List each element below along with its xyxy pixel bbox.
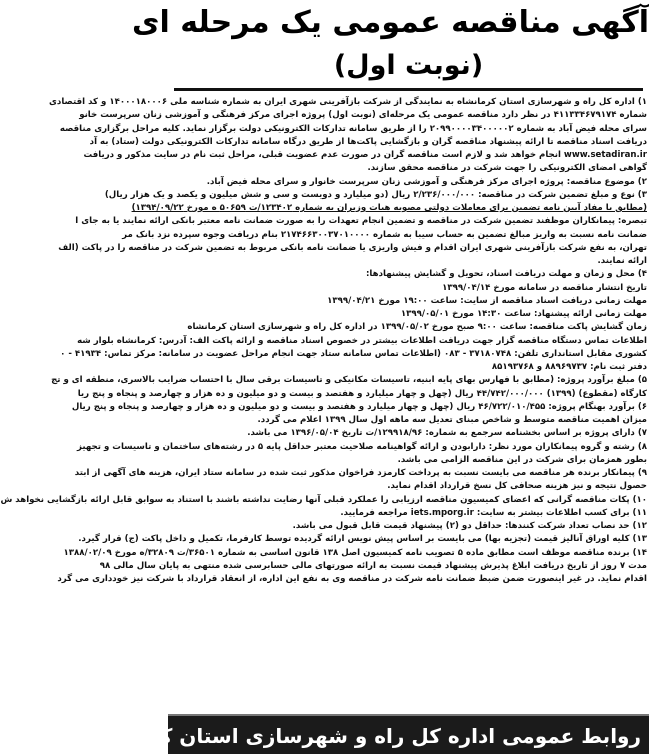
notice-line-bid-deadline: مهلت زمانی ارائه پیشنهاد: ساعت ۱۴:۳۰ مورخ ۱۳۹۹/۰۵/۰۱	[400, 309, 647, 319]
notice-line-contractor-grade: ۸) رشته و گروه پیمانکاران مورد نظر: دارابودن و ارائه گواهینامه صلاحیت معتبر حداقل پایه ۵ در رشته‌های ساختمان و تاسیسات و تجهیز	[77, 441, 647, 452]
notice-line-registration: دفتر ثبت نام: ۸۸۹۶۹۷۳۷ و ۸۵۱۹۳۷۶۸	[491, 362, 647, 372]
notice-line-publish-date: تاریخ انتشار مناقصه در سامانه مورخ ۱۳۹۹/۰۴/۱۴	[442, 282, 647, 293]
notice-line: ۱۰) پکات مناقصه گرانی که اعضای کمیسیون مناقصه ارزیابی را عملکرد قبلی آنها رضایت نداشته باشند با استناد به سوابق قابل ارائه بازگشایی نخواهد ش	[0, 494, 647, 505]
notice-line: مدت ۷ روز از تاریخ دریافت ابلاغ پذیرش پیشنهاد قیمت نسبت به ارائه صورتهای مالی حسابرسی شده منتهی به پایان سال مالی ۹۸	[99, 560, 647, 571]
notice-header	[132, 0, 649, 92]
notice-line: تبصره: پیمانکاران موظفند تضمین شرکت در مناقصه و تضمین انجام تعهدات را به صورت ضمانت نامه معتبر بانکی ارائه نمایند یا به جای ا	[75, 216, 647, 227]
notice-line: دریافت اسناد مناقصه تا ارائه پیشنهاد مناقصه گران و بازگشایی پاکت‌ها از طریق درگاه سامانه تدارکات الکترونیکی دولت (ستاد) به آد	[89, 136, 647, 147]
notice-line: سرای محله فیض آباد به شماره ۲۰۹۹۰۰۰۰۳۴۰۰۰۰۰۲ را از طریق سامانه تدارکات الکترونیکی دولت برگزار نماید. کلیه مراحل برگزاری مناقصه	[59, 123, 647, 134]
notice-subtitle: (نوبت اول)	[333, 50, 484, 81]
notice-line-fees: ۹) پیمانکار برنده هر مناقصه می بایست نسبت به پرداخت کارمزد فراخوان مذکور ثبت شده در سامانه ستاد ایران، هزینه های آگهی از ابتد	[74, 468, 647, 478]
notice-body	[0, 96, 647, 708]
notice-line-phone: کشوری مقابل استانداری تلفن: ۳۷۱۸۰۷۴۸ - ۰۸۳ (اطلاعات تماس سامانه ستاد جهت انجام مراحل عضویت در سامانه: مرکز تماس: ۴۱۹۳۴ - ۰	[60, 348, 647, 359]
notice-line: اقدام نماید. در غیر اینصورت ضمن ضبط ضمانت نامه شرکت در مناقصه وی به نفع این اداره، از انعقاد قرارداد با شرکت نیز خودداری می گرد	[57, 574, 647, 584]
notice-line-quorum: ۱۲) حد نصاب تعداد شرکت کنندها: حداقل دو (۲) پیشنهاد قیمت قابل قبول می باشد.	[292, 521, 647, 531]
notice-line: ۱) اداره کل راه و شهرسازی استان کرمانشاه به نمایندگی از شرکت بازآفرینی شهری ایران به شماره شناسه ملی ۱۴۰۰۰۱۸۰۰۰۶ و کد اقتصادی	[49, 97, 647, 107]
notice-line-lumpsum: ۷) دارای پروژه بر اساس بخشنامه سرجمع به شماره: ۱۲۹۹۱۸/۹۶/ت تاریخ ۱۳۹۶/۰۵/۰۴ می باشد.	[247, 428, 647, 439]
notice-line-updated-estimate: ۶) برآورد بهنگام پروژه: ۴۶/۷۲۲/۰۱۰/۴۵۵ ریال (چهل و چهار میلیارد و هفتصد و بیست و دو میلیون و ده هزار و چهارصد و پنجاه و پنج ریال	[71, 401, 647, 412]
notice-line-subject: ۲) موضوع مناقصه: پروژه اجرای مرکز فرهنگی و آموزشی زنان سرپرست خانوار و سرای محله فیض آباد.	[206, 176, 647, 187]
notice-line: گواهی امضای الکترونیکی را جهت شرکت در مناقصه محقق سازند.	[367, 163, 647, 174]
notice-line-contact: اطلاعات تماس دستگاه مناقصه گزار جهت دریافت اطلاعات بیشتر در خصوص اسناد مناقصه و ارائه پاکت الف: آدرس: کرمانشاه بلوار شه	[77, 335, 647, 346]
notice-line: میزان اهمیت مناقصه متوسط و شاخص مبنای تعدیل سه ماهه اول سال ۱۳۹۹ اعلام می گردد.	[257, 415, 647, 425]
notice-line-winner-obligation: ۱۴) برنده مناقصه موظف است مطابق ماده ۵ تصویب نامه کمیسیون اصل ۱۳۸ قانون اساسی به شماره ۳۶۵۰۱/ت ۳۲۸۰۹/ه مورخ ۱۳۸۸/۰۲/۰۹	[63, 547, 647, 558]
notice-line-docs-deadline: مهلت زمانی دریافت اسناد مناقصه از سایت: ساعت ۱۹:۰۰ مورخ ۱۳۹۹/۰۴/۲۱	[327, 295, 647, 306]
notice-line: بطور همزمان برای شرکت در این مناقصه الزامی می باشد.	[397, 454, 647, 465]
notice-line-website: www.setadiran.ir انجام خواهد شد و لازم است مناقصه گران در صورت عدم عضویت قبلی، مراحل ثبت نام در سایت مذکور و دریافت	[83, 150, 647, 160]
notice-line: ارائه نمایند.	[597, 256, 647, 266]
publisher-footer	[81, 714, 649, 754]
title-divider	[174, 88, 643, 91]
notice-title: آگهی مناقصه عمومی یک مرحله ای	[132, 5, 649, 40]
notice-line: کارگاه (مقطوع) (۱۳۹۹) ۴۴/۷۴۲/۰۰۰/۰۰۰ ریال (چهل و چهار میلیارد و هفتصد و بیست و دو میلیون و ده هزار و چهارصد و پنجاه و پنج ریا	[77, 388, 647, 399]
publisher-name: روابط عمومی اداره کل راه و شهرسازی استان کرمانشاه	[81, 724, 641, 748]
notice-line-estimate: ۵) مبلغ برآورد پروژه: (مطابق با فهارس بهای پایه ابنیه، تاسیسات مکانیکی و تاسیسات برقی سال با احتساب ضرایب بالاسری، منطقه ای و تج	[51, 375, 647, 386]
notice-line-info-site: ۱۱) برای کسب اطلاعات بیشتر به سایت: iets.mporg.ir مراجعه فرمایید.	[340, 507, 647, 518]
notice-line-guarantee: ۳) نوع و مبلغ تضمین شرکت در مناقصه: ۲/۲۳۶/۰۰۰/۰۰۰ ریال (دو میلیارد و دویست و سی و شش میلیون و یکصد و یک هزار ریال)	[104, 189, 647, 200]
notice-line: شماره ۴۱۱۳۳۴۶۷۹۱۷۴ در نظر دارد مناقصه عمومی یک مرحله‌ای (نوبت اول) پروژه اجرای مرکز فرهنگی و آموزشی زنان سرپرست خانو	[79, 110, 647, 121]
notice-line: حصول نتیجه و نیز هزینه صحافی کل نسخ قرارداد اقدام نماید.	[387, 481, 647, 492]
notice-line-schedule-heading: ۴) محل و زمان و مهلت دریافت اسناد، تحویل و گشایش پیشنهادها:	[365, 269, 647, 280]
notice-line-opening: زمان گشایش پاکت مناقصه: ساعت ۹:۰۰ صبح مورخ ۱۳۹۹/۰۵/۰۲ در اداره کل راه و شهرسازی استان کرمانشاه	[187, 322, 647, 333]
notice-line: ضمانت نامه نسبت به واریز مبالغ تضمین به حساب سیبا به شماره ۲۱۷۴۶۶۳۰۰۳۷۰۱۰۰۰۰ بنام دریافت وجوه سپرده نزد بانک مر	[122, 229, 647, 240]
notice-line-price-analysis: ۱۳) کلیه اوراق آنالیز قیمت (تجزیه بها) می بایست بر اساس پیش نویس ارائه گردیده توسط کارفرما، تکمیل و داخل پاکت (ج) قرار گیرد.	[78, 534, 647, 545]
notice-line-regulation: (مطابق با مفاد آیین نامه تضمین برای معاملات دولتی مصوبه هیات وزیران به شماره ۱۲۳۴۰۲/ت ۵۰۶۵۹ ه مورخ ۱۳۹۴/۰۹/۲۲)	[131, 203, 647, 213]
notice-line: تهران، به نفع شرکت بازآفرینی شهری ایران اقدام و فیش واریزی یا ضمانت نامه بانکی مربوط به تضمین شرکت در مناقصه را در پاکت (الف	[58, 242, 647, 253]
